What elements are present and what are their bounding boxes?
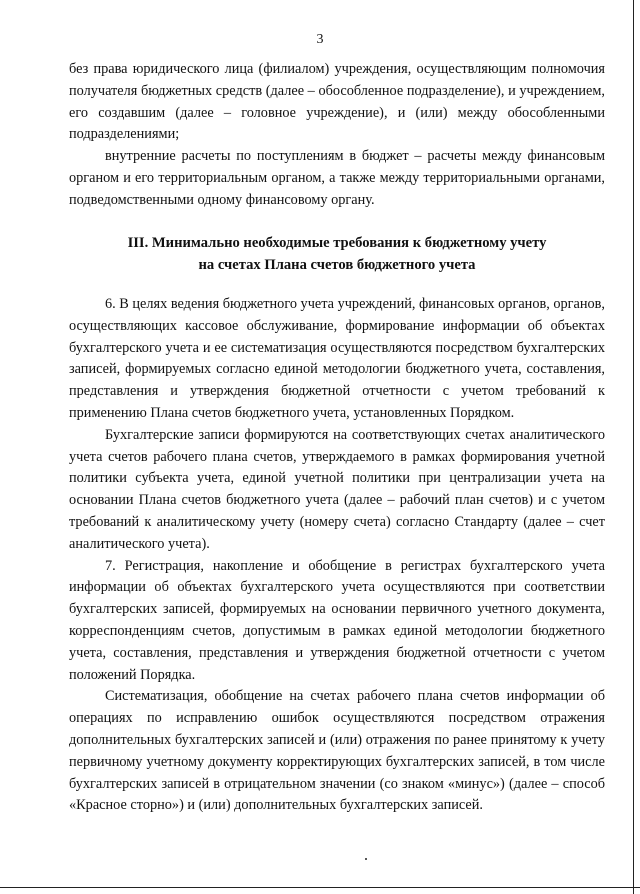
intro-text	[69, 59, 605, 212]
paragraph-separate-unit: без права юридического лица (филиалом) учреждения, осуществляющим полномочия получателя бюджетных средств (далее – обособленное подразделение), и учреждением, его создавшим (далее – головное учреждение), и (или) между обособленными подразделениями;	[69, 61, 605, 143]
paragraph-7: 7. Регистрация, накопление и обобщение в регистрах бухгалтерского учета информации об объектах бухгалтерского учета осуществляются при соответствии бухгалтерских записей, формируемых на основании первичного учетного документа, корреспонденциям счетов, допустимым в рамках единой методологии бюджетного учета, составления, представления и утверждения бюджетной отчетности с учетом положений Порядка.	[69, 557, 605, 683]
body-text	[69, 294, 605, 817]
paragraph-internal-settlements: внутренние расчеты по поступлениям в бюджет – расчеты между финансовым органом и его территориальным органом, а также между территориальными органами, подведомственными одному финансовому органу.	[69, 148, 605, 208]
section-heading-line1: III. Минимально необходимые требования к бюджетному учету	[127, 235, 547, 251]
paragraph-6: 6. В целях ведения бюджетного учета учреждений, финансовых органов, органов, осуществляющих кассовое обслуживание, формирование информации об объектах бухгалтерского учета и ее систематизация осуществляются посредством бухгалтерских записей, формируемых согласно единой методологии бюджетного учета, составления, представления и утверждения бюджетной отчетности с учетом требований к применению Плана счетов бюджетного учета, установленных Порядком.	[69, 296, 605, 421]
scan-edge-right	[633, 0, 634, 894]
paragraph-6-entries: Бухгалтерские записи формируются на соответствующих счетах аналитического учета счетов рабочего плана счетов, утверждаемого в рамках формирования учетной политики субъекта учета, единой учетной политики при централизации учета на основании Плана счетов бюджетного учета (далее – рабочий план счетов) и с учетом требований к аналитическому учету (номеру счета) согласно Стандарту (далее – счет аналитического учета).	[69, 426, 605, 552]
scan-edge-bottom	[0, 887, 640, 888]
paragraph-7-corrections: Систематизация, обобщение на счетах рабочего плана счетов информации об операциях по исправлению ошибок осуществляются посредством отражения дополнительных бухгалтерских записей и (или) отражения по ранее принятому к учету первичному учетному документу корректирующих бухгалтерских записей, в том числе бухгалтерских записей в отрицательном значении (со знаком «минус») (далее – способ «Красное сторно») и (или) дополнительных бухгалтерских записей.	[69, 688, 605, 814]
scan-speck	[365, 858, 367, 860]
section-heading	[69, 232, 605, 276]
section-heading-line2: на счетах Плана счетов бюджетного учета	[198, 257, 476, 273]
page-number: 3	[316, 32, 324, 47]
